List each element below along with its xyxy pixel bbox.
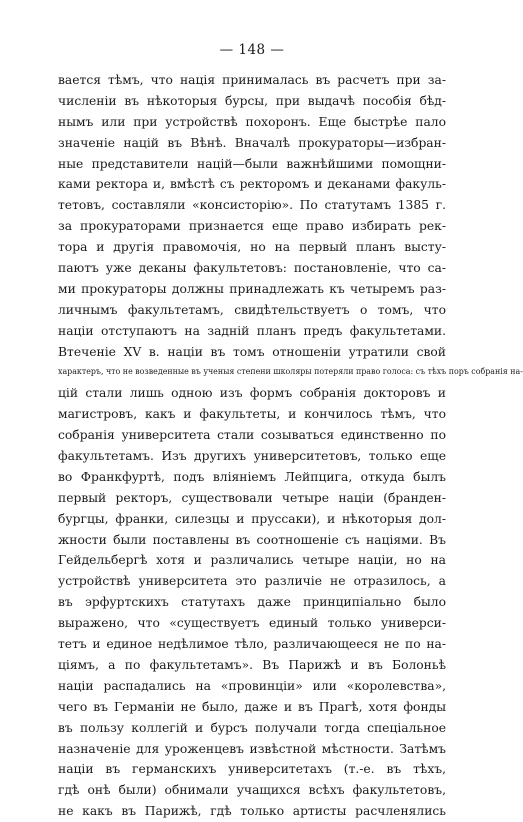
page-number: — 148 — [219,42,285,58]
text-line: магистровъ, какъ и факультеты, и кончилось тѣмъ, что [58,407,446,422]
text-line: численіи въ нѣкоторыя бурсы, при выдачѣ пособія бѣд- [58,93,446,108]
text-line: устройствѣ университета это различіе не отразилось, а [58,574,446,589]
text-line: факультетамъ. Изъ другихъ университетовъ, только еще [58,449,446,464]
text-line: бургцы, франки, силезцы и пруссаки), и нѣкоторыя дол- [58,511,446,526]
text-line: паютъ уже деканы факультетовъ: постановленіе, что са- [58,261,446,276]
text-line: ми прокураторы должны принадлежать къ четыремъ раз- [58,281,446,296]
text-line: ками ректора и, вмѣстѣ съ ректоромъ и деканами факуль- [58,177,446,192]
text-line: чего въ Германіи не было, даже и въ Прагѣ, хотя фонды [58,699,446,714]
text-line: значеніе націй въ Вѣнѣ. Вначалѣ прокураторы—избран- [58,135,446,150]
text-line: характеръ, что не возведенные въ ученыя степени школяры потеряли право голоса: съ тѣхъ поръ собранія на- [58,367,523,377]
text-line: Гейдельбергѣ хотя и различались четыре націи, но на [58,553,446,568]
text-line: въ эрфуртскихъ статутахъ даже принципіально было [58,595,446,610]
text-line: націи отступаютъ на задній планъ предъ факультетами. [58,323,446,338]
text-line: цій стали лишь одною изъ формъ собранія докторовъ и [58,386,446,401]
text-line: нымъ или при устройствѣ похоронъ. Еще быстрѣе пало [58,114,446,129]
text-line: собранія университета стали созываться единственно по [58,428,446,443]
text-line: тора и другія правомочія, но на первый планъ высту- [58,240,446,255]
text-line: націи въ германскихъ университетахъ (т.-е. въ тѣхъ, [58,762,446,777]
text-line: тетовъ, составляли «консисторію». По статутамъ 1385 г. [58,198,446,213]
text-line: выражено, что «существуетъ единый только универси- [58,616,446,631]
text-line: Втеченіе XV в. націи въ томъ отношеніи утратили свой [58,344,446,359]
text-line: не какъ въ Парижѣ, гдѣ только артисты расчленялись [58,804,446,819]
text-line: жности были поставлены въ соотношеніе съ націями. Въ [58,532,446,547]
text-line: во Франкфуртѣ, подъ вліяніемъ Лейпцига, откуда былъ [58,469,446,484]
text-line: въ пользу коллегій и бурсъ получали тогда спеціальное [58,720,446,735]
text-line: первый ректоръ, существовали четыре націи (бранден- [58,490,446,505]
text-line: личнымъ факультетамъ, свидѣтельствуетъ о томъ, что [58,302,446,317]
text-line: тетъ и единое недѣлимое тѣло, различающееся не по на- [58,637,446,652]
text-line: ціямъ, а по факультетамъ». Въ Парижѣ и въ Болоньѣ [58,657,446,672]
body-text [58,70,523,822]
text-line: ные представители націй—были важнѣйшими помощни- [58,156,446,171]
text-line: вается тѣмъ, что нація принималась въ расчетъ при за- [58,73,446,87]
text-line: за прокураторами признается еще право избирать рек- [58,219,446,234]
text-line: гдѣ онѣ были) обнимали учащихся всѣхъ факультетовъ, [58,783,446,798]
text-line: націи распадались на «провинціи» или «королевства», [58,678,446,693]
text-line: назначеніе для уроженцевъ извѣстной мѣстности. Затѣмъ [58,741,446,756]
